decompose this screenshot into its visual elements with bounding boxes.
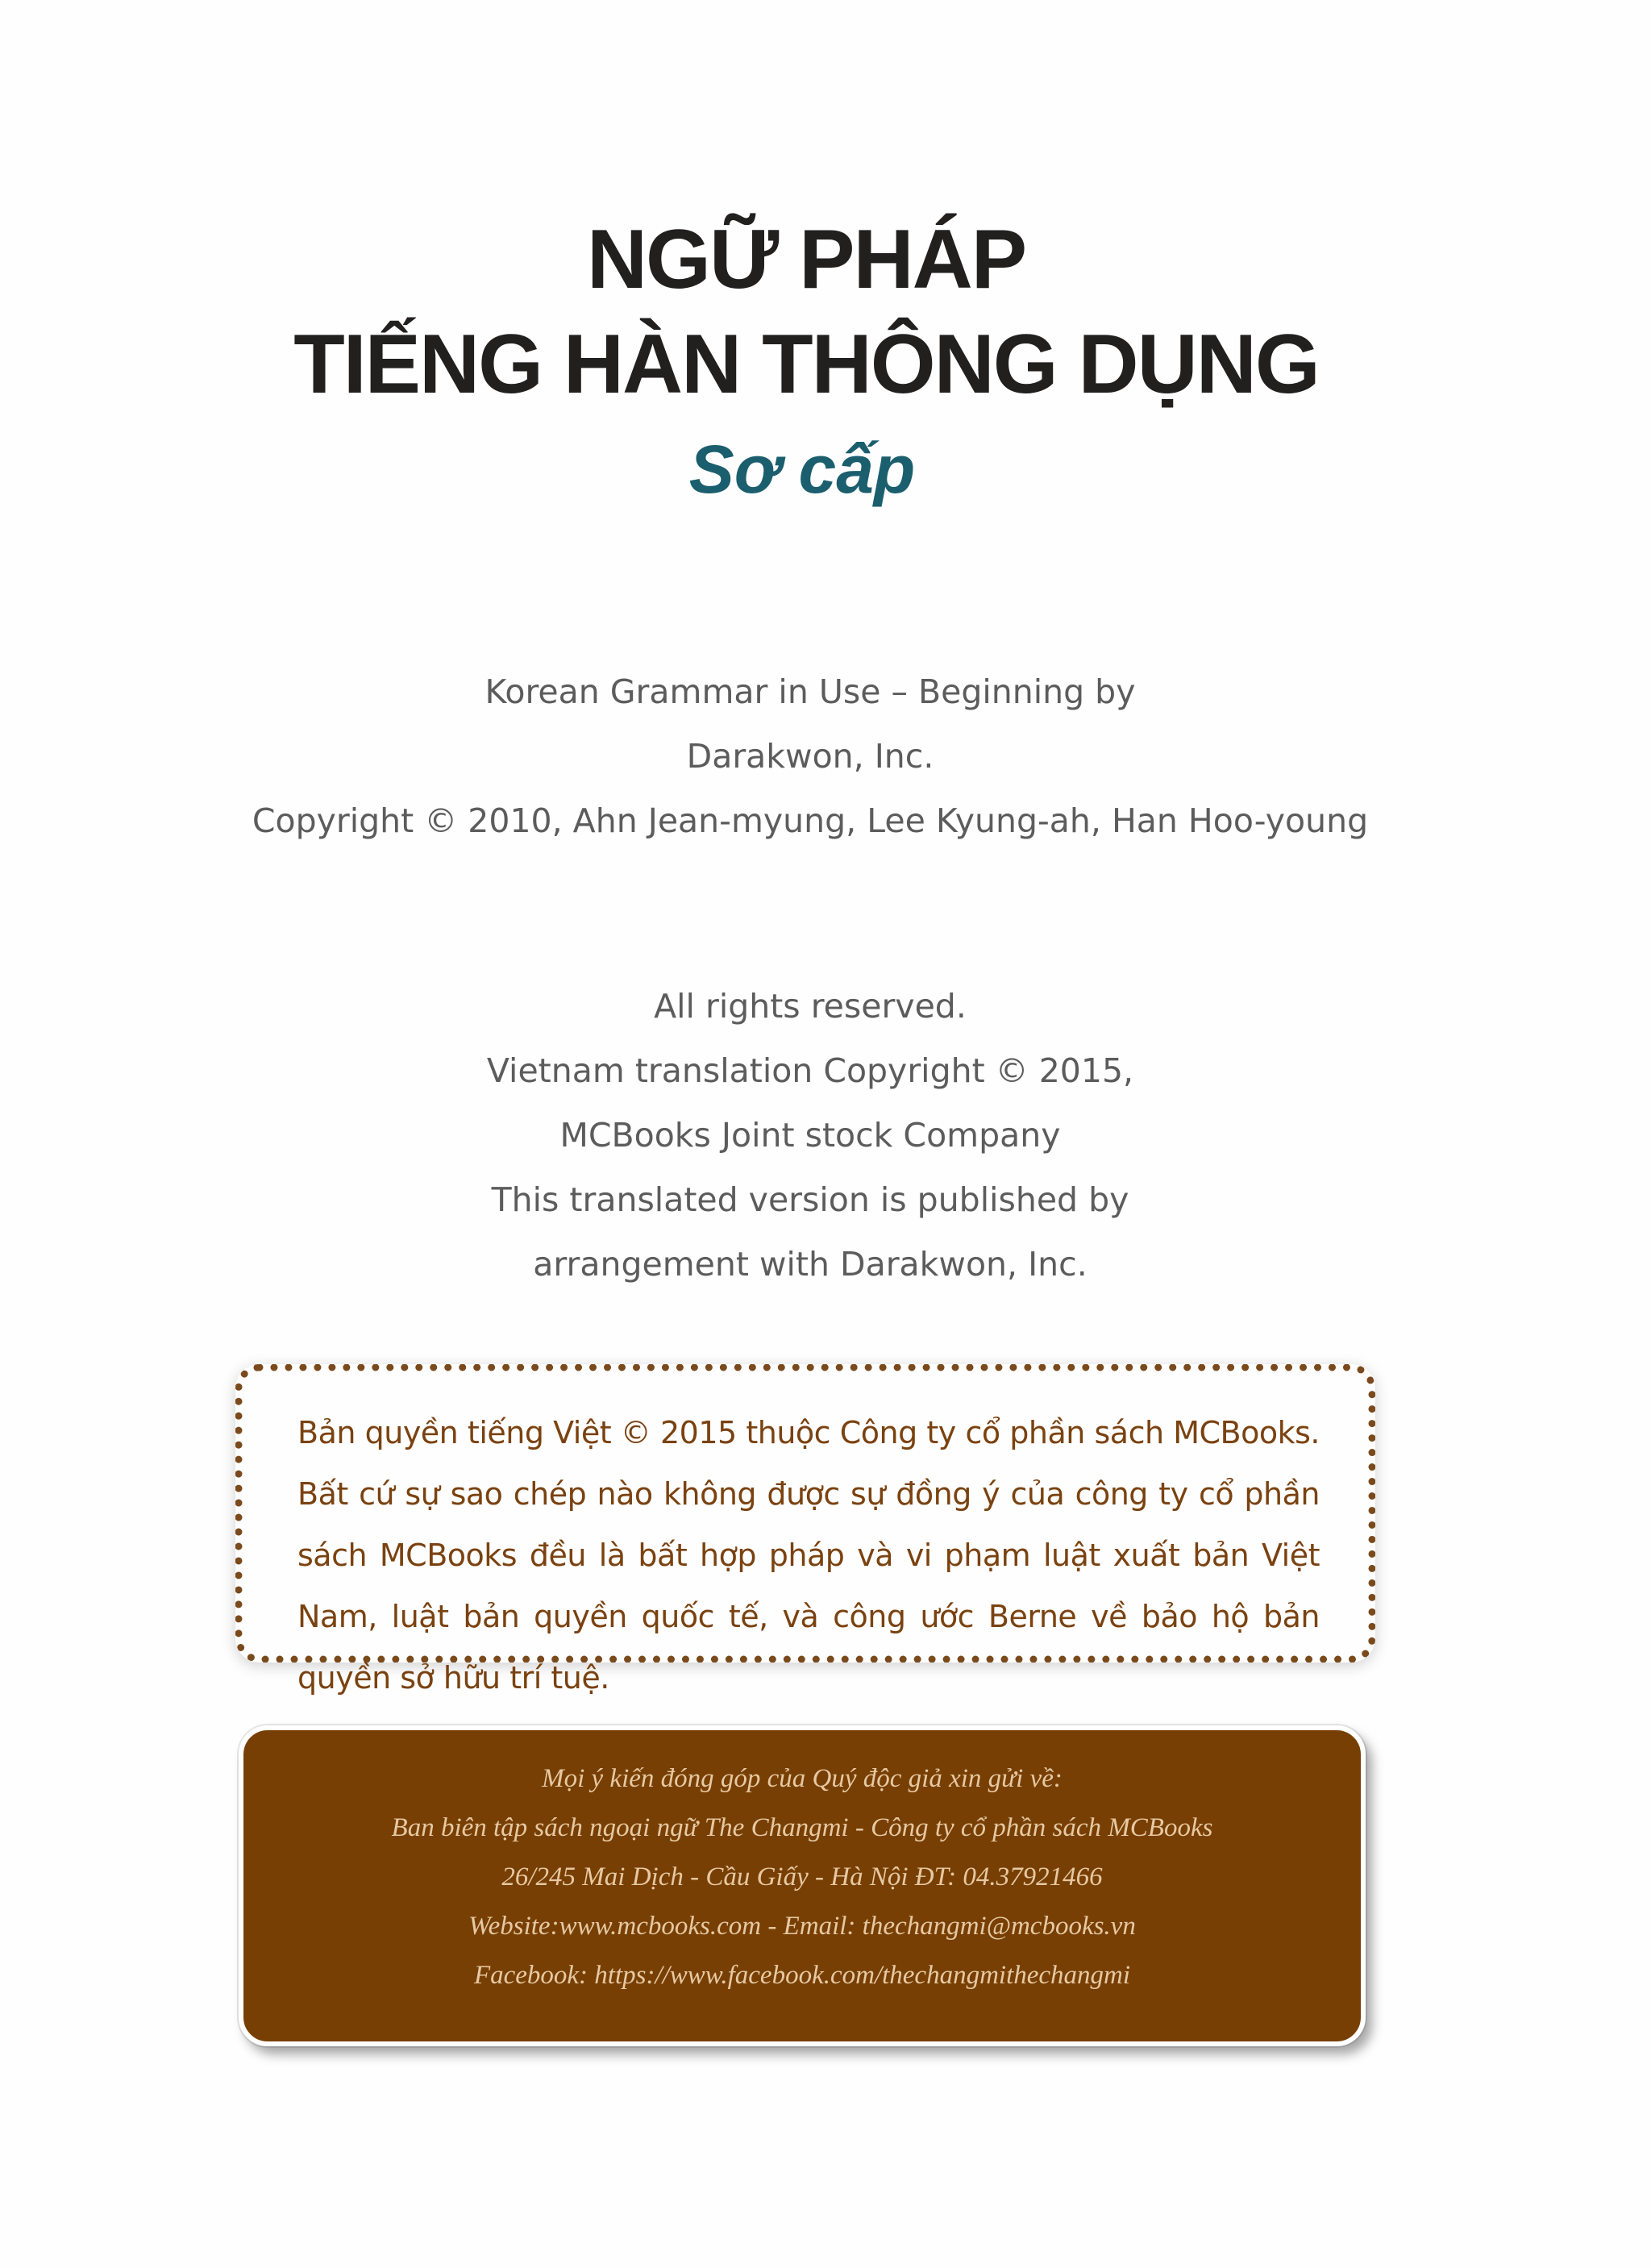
credits-line: Darakwon, Inc. [686, 737, 934, 776]
contact-website-email: Website:www.mcbooks.com - Email: thechangmi@mcbooks.vn [468, 1912, 1136, 1941]
rights-line: Vietnam translation Copyright © 2015, [486, 1051, 1134, 1090]
book-subtitle: Sơ cấp [688, 431, 916, 507]
contact-line: Ban biên tập sách ngoại ngữ The Changmi - Công ty cổ phần sách MCBooks [391, 1813, 1213, 1842]
rights-line: This translated version is published by [491, 1180, 1129, 1219]
credits-line: Korean Grammar in Use – Beginning by [484, 672, 1136, 711]
rights-statement [0, 974, 1620, 1296]
contact-info-box [239, 1725, 1366, 2046]
contact-line: Mọi ý kiến đóng góp của Quý độc giả xin gửi về: [542, 1764, 1063, 1793]
copyright-notice-box [235, 1364, 1375, 1696]
credits-line: Copyright © 2010, Ahn Jean-myung, Lee Kyung-ah, Han Hoo-young [252, 801, 1369, 840]
rights-line: MCBooks Joint stock Company [559, 1116, 1061, 1155]
original-credits [0, 660, 1620, 853]
contact-facebook: Facebook: https://www.facebook.com/thechangmithechangmi [473, 1961, 1131, 1990]
copyright-notice-text: Bản quyền tiếng Việt © 2015 thuộc Công ty cổ phần sách MCBooks. Bất cứ sự sao chép nào không được sự đồng ý của công ty cổ phần sách MCBooks đều là bất hợp pháp và vi phạm luật xuất bản Việt Nam, luật bản quyền quốc tế, và công ước Berne về bảo hộ bản quyền sở hữu trí tuệ. [297, 1415, 1320, 1696]
rights-line: arrangement with Darakwon, Inc. [533, 1245, 1087, 1284]
rights-line: All rights reserved. [654, 987, 967, 1026]
book-title-line-2: TIẾNG HÀN THÔNG DỤNG [293, 318, 1319, 411]
book-title-line-1: NGỮ PHÁP [586, 213, 1026, 306]
contact-address: 26/245 Mai Dịch - Cầu Giấy - Hà Nội ĐT: 04.37921466 [501, 1862, 1103, 1891]
